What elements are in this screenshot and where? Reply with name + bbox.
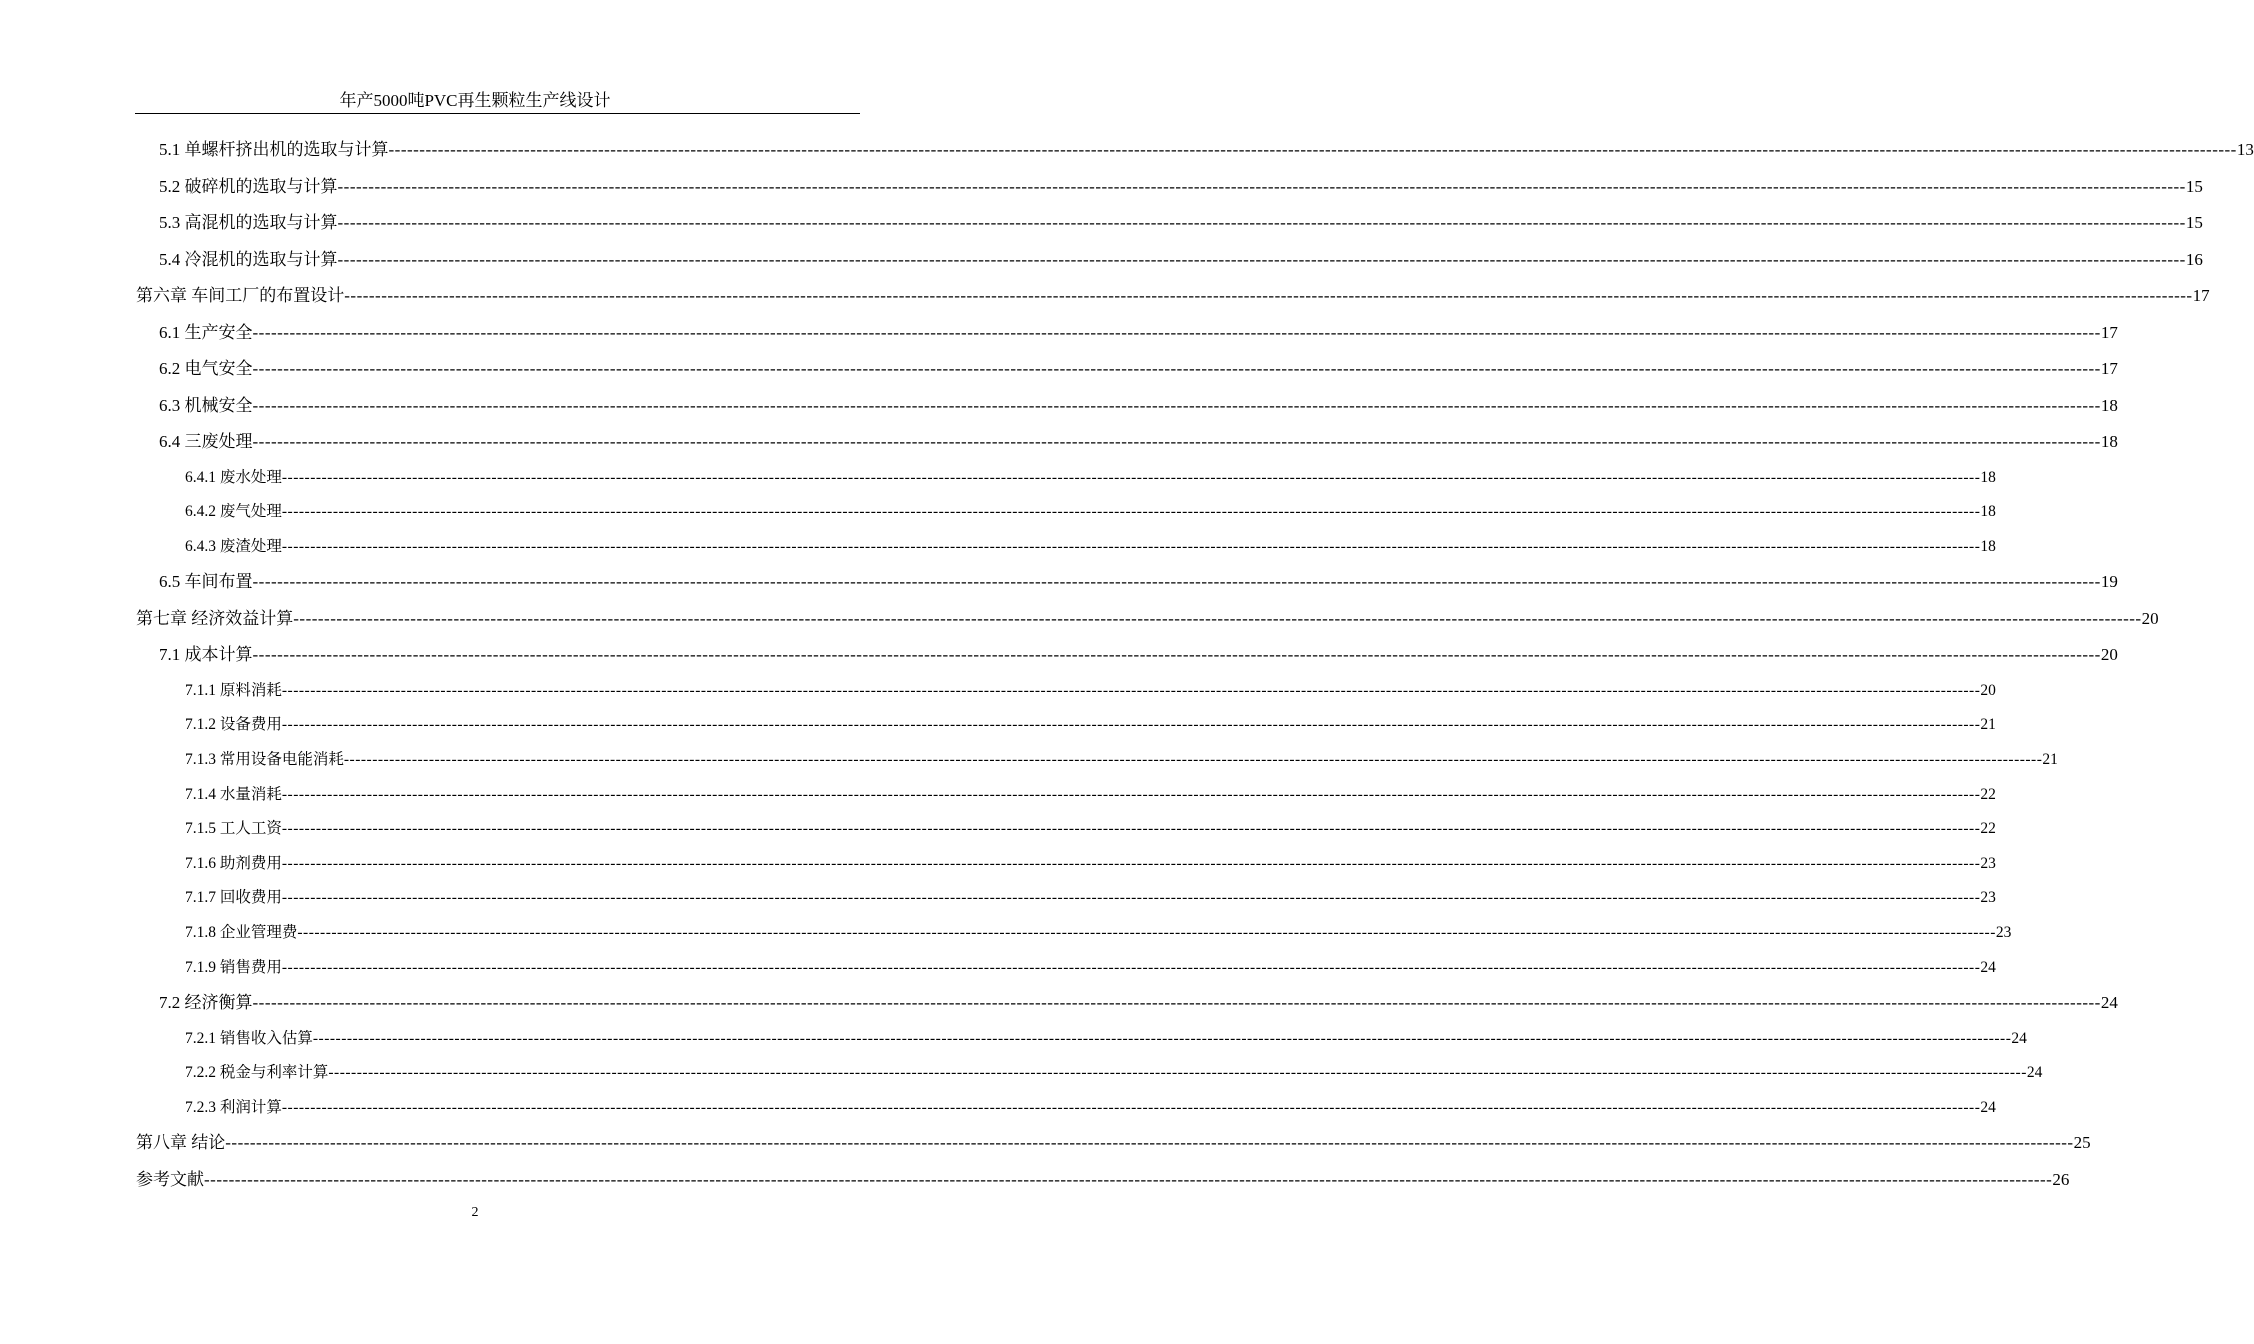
toc-entry[interactable] xyxy=(136,424,2118,461)
toc-entry[interactable] xyxy=(136,169,2203,206)
toc-entry[interactable] xyxy=(136,461,1996,496)
toc-entry-page-number: 23 xyxy=(1995,923,2012,941)
toc-entry[interactable] xyxy=(136,495,1996,530)
toc-entry[interactable] xyxy=(136,1022,2027,1057)
toc-leader-dashes: ------------------------------------------------------------------------------------------------------------------------------------------------------------------------------------------------------------------------------------------------------------------------------------------------------------ xyxy=(252,432,2101,451)
toc-entry-label: 5.4 冷混机的选取与计算 xyxy=(159,249,338,269)
toc-entry-label: 6.3 机械安全 xyxy=(159,395,253,415)
toc-entry-page-number: 21 xyxy=(1980,716,1996,734)
toc-leader-dashes: ------------------------------------------------------------------------------------------------------------------------------------------------------------------------------------------------------------------------------------------------------------------------------------------------------------ xyxy=(281,681,1981,699)
toc-entry[interactable] xyxy=(136,674,1996,709)
toc-entry-page-number: 17 xyxy=(2100,359,2118,378)
toc-leader-dashes: ------------------------------------------------------------------------------------------------------------------------------------------------------------------------------------------------------------------------------------------------------------------------------------------------------------ xyxy=(337,176,2186,196)
page-number: 2 xyxy=(471,1205,479,1220)
toc-entry[interactable] xyxy=(136,708,1996,743)
toc-entry-label: 第六章 车间工厂的布置设计 xyxy=(136,286,345,305)
toc-entry[interactable] xyxy=(136,637,2118,674)
toc-entry-page-number: 16 xyxy=(2185,249,2203,269)
toc-entry-label: 7.1.3 常用设备电能消耗 xyxy=(185,750,344,768)
toc-entry[interactable] xyxy=(136,530,1996,565)
toc-entry-page-number: 18 xyxy=(1980,537,1996,555)
toc-entry-page-number: 25 xyxy=(2073,1133,2091,1153)
toc-entry[interactable] xyxy=(136,315,2118,352)
toc-entry-page-number: 17 xyxy=(2100,322,2118,342)
toc-entry-page-number: 18 xyxy=(1980,468,1996,486)
toc-entry-label: 6.4.2 废气处理 xyxy=(185,503,282,521)
toc-leader-dashes: ------------------------------------------------------------------------------------------------------------------------------------------------------------------------------------------------------------------------------------------------------------------------------------------------------------ xyxy=(281,503,1981,521)
table-of-contents xyxy=(136,132,2254,1198)
toc-entry-label: 6.5 车间布置 xyxy=(159,572,253,592)
toc-entry-page-number: 20 xyxy=(2100,645,2118,665)
toc-entry[interactable] xyxy=(136,778,1996,813)
toc-entry-label: 7.2.1 销售收入估算 xyxy=(185,1029,313,1047)
toc-entry-label: 第七章 经济效益计算 xyxy=(136,608,294,628)
toc-entry-label: 6.1 生产安全 xyxy=(159,322,253,342)
toc-leader-dashes: ------------------------------------------------------------------------------------------------------------------------------------------------------------------------------------------------------------------------------------------------------------------------------------------------------------ xyxy=(281,537,1981,555)
running-header-title: 年产5000吨PVC再生颗粒生产线设计 xyxy=(339,91,611,110)
toc-entry-page-number: 24 xyxy=(1980,958,1996,976)
toc-entry-page-number: 24 xyxy=(1980,1098,1996,1116)
toc-leader-dashes: ------------------------------------------------------------------------------------------------------------------------------------------------------------------------------------------------------------------------------------------------------------------------------------------------------------ xyxy=(343,750,2043,768)
toc-entry-label: 7.1.4 水量消耗 xyxy=(185,785,282,803)
toc-entry-page-number: 24 xyxy=(2100,993,2118,1013)
toc-entry-label: 7.1.8 企业管理费 xyxy=(185,923,298,941)
toc-leader-dashes: ------------------------------------------------------------------------------------------------------------------------------------------------------------------------------------------------------------------------------------------------------------------------------------------------------------ xyxy=(252,645,2101,665)
toc-entry[interactable] xyxy=(136,985,2118,1022)
toc-entry-label: 7.1.5 工人工资 xyxy=(185,820,282,838)
toc-entry-page-number: 24 xyxy=(2011,1029,2027,1047)
toc-entry[interactable] xyxy=(136,564,2118,601)
toc-entry[interactable] xyxy=(136,743,2058,778)
toc-entry[interactable] xyxy=(136,242,2203,279)
toc-entry[interactable] xyxy=(136,812,1996,847)
toc-leader-dashes: ------------------------------------------------------------------------------------------------------------------------------------------------------------------------------------------------------------------------------------------------------------------------------------------------------------ xyxy=(281,958,1981,976)
toc-entry[interactable] xyxy=(136,132,2254,169)
toc-entry-label: 6.4.3 废渣处理 xyxy=(185,537,282,555)
toc-entry-page-number: 15 xyxy=(2185,213,2203,232)
toc-entry-label: 7.1.6 助剂费用 xyxy=(185,854,282,872)
toc-leader-dashes: ------------------------------------------------------------------------------------------------------------------------------------------------------------------------------------------------------------------------------------------------------------------------------------------------------------ xyxy=(252,322,2101,342)
toc-entry-page-number: 15 xyxy=(2185,176,2203,196)
toc-entry-page-number: 20 xyxy=(1980,681,1996,699)
toc-leader-dashes: ------------------------------------------------------------------------------------------------------------------------------------------------------------------------------------------------------------------------------------------------------------------------------------------------------------ xyxy=(281,716,1981,734)
toc-entry-label: 7.2 经济衡算 xyxy=(159,993,253,1013)
toc-leader-dashes: ------------------------------------------------------------------------------------------------------------------------------------------------------------------------------------------------------------------------------------------------------------------------------------------------------------ xyxy=(204,1169,2053,1189)
toc-entry[interactable] xyxy=(136,847,1996,882)
toc-entry[interactable] xyxy=(136,278,2210,315)
toc-entry[interactable] xyxy=(136,205,2203,242)
toc-entry[interactable] xyxy=(136,1091,1996,1126)
toc-entry-page-number: 23 xyxy=(1980,889,1996,907)
toc-leader-dashes: ------------------------------------------------------------------------------------------------------------------------------------------------------------------------------------------------------------------------------------------------------------------------------------------------------------ xyxy=(252,993,2101,1013)
toc-leader-dashes: ------------------------------------------------------------------------------------------------------------------------------------------------------------------------------------------------------------------------------------------------------------------------------------------------------------ xyxy=(281,785,1981,803)
toc-leader-dashes: ------------------------------------------------------------------------------------------------------------------------------------------------------------------------------------------------------------------------------------------------------------------------------------------------------------ xyxy=(388,140,2237,159)
toc-entry-page-number: 19 xyxy=(2100,572,2118,592)
header-rule xyxy=(135,113,860,114)
toc-entry[interactable] xyxy=(136,1056,2043,1091)
toc-entry-page-number: 26 xyxy=(2052,1169,2070,1189)
toc-entry-label: 6.4.1 废水处理 xyxy=(185,468,282,486)
toc-leader-dashes: ------------------------------------------------------------------------------------------------------------------------------------------------------------------------------------------------------------------------------------------------------------------------------------------------------------ xyxy=(252,572,2101,592)
toc-entry-page-number: 13 xyxy=(2236,140,2254,159)
toc-entry-page-number: 22 xyxy=(1980,785,1996,803)
toc-leader-dashes: ------------------------------------------------------------------------------------------------------------------------------------------------------------------------------------------------------------------------------------------------------------------------------------------------------------ xyxy=(312,1029,2012,1047)
toc-leader-dashes: ------------------------------------------------------------------------------------------------------------------------------------------------------------------------------------------------------------------------------------------------------------------------------------------------------------ xyxy=(281,854,1981,872)
toc-leader-dashes: ------------------------------------------------------------------------------------------------------------------------------------------------------------------------------------------------------------------------------------------------------------------------------------------------------------ xyxy=(281,468,1981,486)
toc-entry-page-number: 18 xyxy=(2100,395,2118,415)
toc-entry-page-number: 18 xyxy=(2100,432,2118,451)
toc-entry-page-number: 24 xyxy=(2026,1064,2043,1082)
toc-entry-label: 第八章 结论 xyxy=(136,1133,226,1153)
toc-leader-dashes: ------------------------------------------------------------------------------------------------------------------------------------------------------------------------------------------------------------------------------------------------------------------------------------------------------------ xyxy=(337,249,2186,269)
toc-entry-label: 5.1 单螺杆挤出机的选取与计算 xyxy=(159,140,389,159)
toc-entry-label: 7.2.3 利润计算 xyxy=(185,1098,282,1116)
toc-entry-label: 7.1.2 设备费用 xyxy=(185,716,282,734)
toc-entry-label: 7.2.2 税金与利率计算 xyxy=(185,1064,329,1082)
toc-entry[interactable] xyxy=(136,881,1996,916)
toc-leader-dashes: ------------------------------------------------------------------------------------------------------------------------------------------------------------------------------------------------------------------------------------------------------------------------------------------------------------ xyxy=(281,820,1981,838)
toc-leader-dashes: ------------------------------------------------------------------------------------------------------------------------------------------------------------------------------------------------------------------------------------------------------------------------------------------------------------ xyxy=(293,608,2142,628)
toc-entry-page-number: 17 xyxy=(2192,286,2210,305)
toc-entry[interactable] xyxy=(136,951,1996,986)
toc-leader-dashes: ------------------------------------------------------------------------------------------------------------------------------------------------------------------------------------------------------------------------------------------------------------------------------------------------------------ xyxy=(225,1133,2074,1153)
toc-entry-page-number: 22 xyxy=(1980,820,1996,838)
toc-entry-label: 5.2 破碎机的选取与计算 xyxy=(159,176,338,196)
toc-leader-dashes: ------------------------------------------------------------------------------------------------------------------------------------------------------------------------------------------------------------------------------------------------------------------------------------------------------------ xyxy=(252,359,2101,378)
toc-entry-label: 参考文献 xyxy=(136,1169,204,1189)
toc-entry[interactable] xyxy=(136,1125,2091,1162)
toc-leader-dashes: ------------------------------------------------------------------------------------------------------------------------------------------------------------------------------------------------------------------------------------------------------------------------------------------------------------ xyxy=(281,1098,1981,1116)
toc-entry[interactable] xyxy=(136,1162,2070,1199)
toc-entry[interactable] xyxy=(136,388,2118,425)
toc-entry-page-number: 23 xyxy=(1980,854,1996,872)
toc-leader-dashes: ------------------------------------------------------------------------------------------------------------------------------------------------------------------------------------------------------------------------------------------------------------------------------------------------------------ xyxy=(252,395,2101,415)
toc-leader-dashes: ------------------------------------------------------------------------------------------------------------------------------------------------------------------------------------------------------------------------------------------------------------------------------------------------------------ xyxy=(344,286,2193,305)
toc-entry-page-number: 20 xyxy=(2141,608,2159,628)
toc-entry-label: 5.3 高混机的选取与计算 xyxy=(159,213,338,232)
toc-entry-label: 7.1.9 销售费用 xyxy=(185,958,282,976)
toc-entry-page-number: 21 xyxy=(2042,750,2058,768)
toc-leader-dashes: ------------------------------------------------------------------------------------------------------------------------------------------------------------------------------------------------------------------------------------------------------------------------------------------------------------ xyxy=(297,923,1996,941)
toc-entry[interactable] xyxy=(136,601,2159,638)
toc-entry[interactable] xyxy=(136,351,2118,388)
toc-leader-dashes: ------------------------------------------------------------------------------------------------------------------------------------------------------------------------------------------------------------------------------------------------------------------------------------------------------------ xyxy=(337,213,2186,232)
toc-entry-label: 7.1.1 原料消耗 xyxy=(185,681,282,699)
toc-entry-label: 7.1.7 回收费用 xyxy=(185,889,282,907)
toc-leader-dashes: ------------------------------------------------------------------------------------------------------------------------------------------------------------------------------------------------------------------------------------------------------------------------------------------------------------ xyxy=(281,889,1981,907)
toc-entry[interactable] xyxy=(136,916,2012,951)
toc-leader-dashes: ------------------------------------------------------------------------------------------------------------------------------------------------------------------------------------------------------------------------------------------------------------------------------------------------------------ xyxy=(328,1064,2027,1082)
toc-entry-page-number: 18 xyxy=(1980,503,1996,521)
toc-entry-label: 6.4 三废处理 xyxy=(159,432,253,451)
toc-entry-label: 7.1 成本计算 xyxy=(159,645,253,665)
toc-entry-label: 6.2 电气安全 xyxy=(159,359,253,378)
